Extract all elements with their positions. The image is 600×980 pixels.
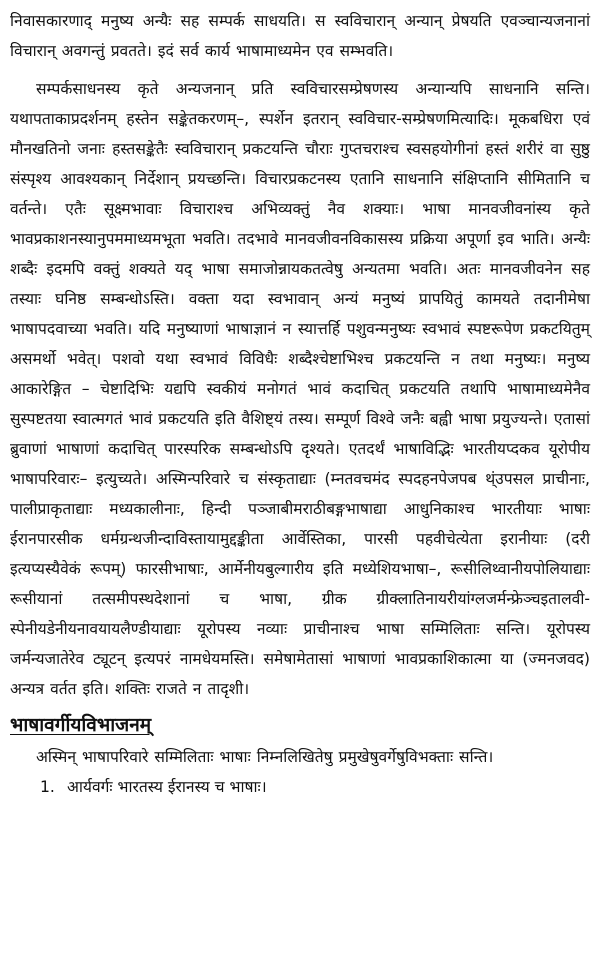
list-item-text: आर्यवर्गः भारतस्य ईरानस्य च भाषाः। bbox=[66, 778, 267, 796]
paragraph-gap bbox=[10, 66, 590, 74]
paragraph-intro: निवासकारणाद् मनुष्य अन्यैः सह सम्पर्क साधयति। स स्वविचारान् अन्यान् प्रेषयति एवञ्चान्यजनानां विचारान् अवगन्तुं प्रवतते। इदं सर्व कार्य भाषामाध्यमेन एव सम्भवति। bbox=[10, 12, 590, 60]
paragraph-after-heading: अस्मिन् भाषापरिवारे सम्मिलिताः भाषाः निम्नलिखितेषु प्रमुखेषुवर्गेषुविभक्ताः सन्ति। bbox=[36, 748, 494, 766]
list-item-number: 1. bbox=[40, 778, 55, 796]
paragraph-body: सम्पर्कसाधनस्य कृते अन्यजनान् प्रति स्वविचारसम्प्रेषणस्य अन्यान्यपि साधनानि सन्ति। यथापताकाप्रदर्शनम् हस्तेन सङ्केतकरणम्–, स्पर्शेन इतरान् स्वविचार-सम्प्रेषणमित्यादिः। मूकबधिरा एवं मौनखतिनो जनाः हस्तसङ्केतैः स्वविचारान् प्रकटयन्ति चौराः गुप्तचराश्च स्वसहयोगीनां हस्तं शरीरं वा सुष्ठु संस्पृश्य आवश्यकान् निर्देशान् प्रयच्छन्ति। विचारप्रकटनस्य एतानि साधनानि संक्षिप्तानि सीमितानि च वर्तन्ते। एतैः सूक्ष्मभावाः विचाराश्च अभिव्यक्तुं नैव शक्याः। भाषा मानवजीवनांस्य कृते भावप्रकाशनस्यानुपममाध्यमभूता भवति। तदभावे मानवजीवनविकासस्य प्रक्रिया अपूर्णा इव भाति। अन्यैः शब्दैः इदमपि वक्तुं शक्यते यद् भाषा समाजोन्नायकतत्वेषु अन्यतमा भवति। अतः मानवजीवनेन सह तस्याः घनिष्ठ सम्बन्धोऽस्ति। वक्ता यदा स्वभावान् अन्यं मनुष्यं प्रापयितुं कामयते तदानीमेषा भाषापदवाच्या भवति। यदि मनुष्याणां भाषाज्ञानं न स्यात्तर्हि पशुवन्मनुष्यः स्वभावं स्पष्टरूपेण प्रकटयितुम् असमर्थो भवेत्। पशवो यथा स्वभावं विविधैः शब्दैश्चेष्टाभिश्च प्रकटयन्ति न तथा मनुष्यः। मनुष्य आकारेङ्गित – चेष्टादिभिः यद्यपि स्वकीयं मनोगतं भावं कदाचित् प्रकटयति तथापि भाषामाध्यमेनैव सुस्पष्टतया स्वात्मगतं भावं प्रकटयति इति वैशिष्ट्यं तस्य। सम्पूर्ण विश्वे जनैः बह्वी भाषा प्रयुज्यन्ते। एतासां ब्रुवाणां भाषाणां कदाचित् पारस्परिक सम्बन्धोऽपि दृश्यते। एतदर्थं भाषाविद्भिः भारतीयप्दकव यूरोपीय भाषापरिवारः– इत्युच्यते। अस्मिन्परिवारे च संस्कृताद्याः (म्नतवचमंद स्पदहनपेजपब थ्ंउपसल प्राचीनाः, पालीप्राकृताद्याः मध्यकालीनाः, हिन्दी पञ्जाबीमराठीबङ्गभाषाद्या आधुनिकाश्च भारतीयाः भाषाः ईरानपारसीक धर्मग्रन्थजीन्दाविस्तायामुद्दङ्कीता आर्वेस्तिका, पारसी पहवीचेत्येता इरानीयाः (दरी इत्यप्यस्यैवेकं रूपम्) फारसीभाषाः, आर्मेनीयबुल्गारीय इति मध्येशियभाषा–, रूसीलिथ्वानीयपोलियाद्याः रूसीयानां तत्समीपस्थदेशानां च भाषा, ग्रीक ग्रीक्लातिनायरीयांग्लजर्मन्फ्रेञ्चइतालवी-स्पेनीयडेनीयनावयायलैण्डीयाद्याः यूरोपस्य नव्याः प्राचीनाश्च भाषा सम्मिलिताः सन्ति। यूरोपस्य जर्मन्यजातेरेव ट्यूटन् इत्यपरं नामधेयमस्ति। समेषामेतासां भाषाणां भावप्रकाशिकात्मा या (ज्मनजवद) अन्यत्र वर्तत इति। शक्तिः राजते न तादृशी। bbox=[10, 80, 590, 698]
list-item bbox=[40, 772, 590, 802]
numbered-list bbox=[10, 772, 590, 802]
section-heading: भाषावर्गीयविभाजनम् bbox=[10, 714, 152, 736]
